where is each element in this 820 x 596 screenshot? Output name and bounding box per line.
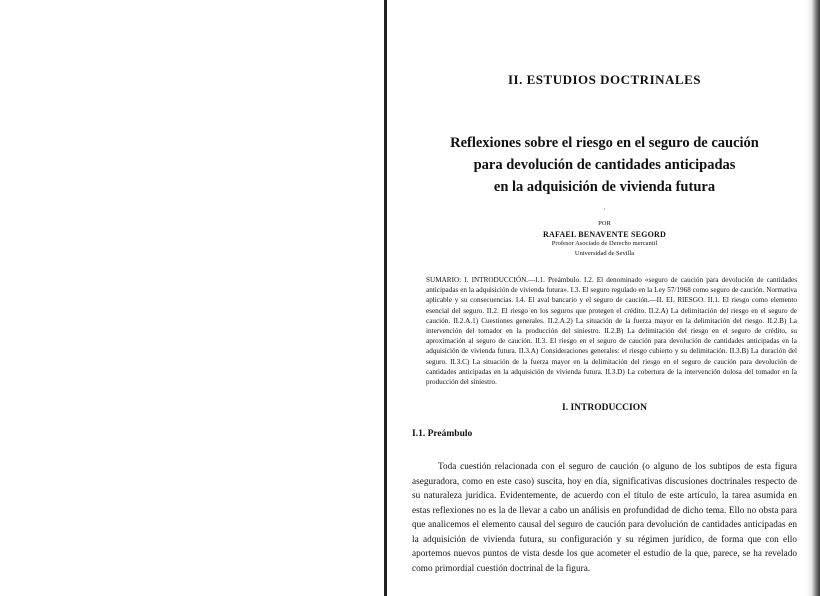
body-paragraph: Toda cuestión relacionada con el seguro de caución (o alguno de los subtipos de esta figura aseguradora, como en este caso) suscita, hoy en día, significativas discusiones doctrinales respecto de su naturaleza jurídica. Evidentemente, de acuerdo con el título de este artículo, la tarea asumida en estas reflexiones no es la de llevar a cabo un análisis en profundidad de dicho tema. Ello no obsta para que analicemos el elemento causal del seguro de caución para devolución de cantidades anticipadas en la adquisición de vivienda futura, su configuración y su régimen jurídico, de forma que con ello aportemos nuevos puntos de vista desde los que acometer el estudio de la que, parece, se ha revelado como primordial cuestión doctrinal de la figura. [412,461,797,573]
blank-left-page [0,0,386,596]
author-position: Profesor Asociado de Derecho mercantil [551,240,658,247]
article-title-line: en la adquisición de vivienda futura [493,179,716,195]
summary-block [412,275,797,387]
summary-text: I. INTRODUCCIÓN.—I.1. Preámbulo. I.2. El denominado «seguro de caución para devolución de cantidades anticipadas en la adquisición de vivienda futura». I.3. El seguro regulado en la Ley 57/1968 como seguro de caución. Normativa aplicable y su consecuencias. I.4. El aval bancario y el seguro de caución.—II. EL RIESGO. II.1. El riesgo como elemento esencial del seguro. II.2. El riesgo en los seguros que protegen el crédito. II.2.A) La delimitación del riesgo en el seguro de caución. II.2.A.1) Cuestiones generales. II.2.A.2) La situación de la fuerza mayor en la delimitación del riesgo. II.2.B) La intervención del tomador en la producción del siniestro. II.2.B) La delimitación del riesgo en el seguro de crédito, su aproximación al seguro de caución. II.3. El riesgo en el seguro de caución para devolución de cantidades anticipadas en la adquisición de vivienda futura. II.3.A) Consideraciones generales: el riesgo cubierto y su delimitación. II.3.B) La duración del seguro. II.3.C) La situación de la fuerza mayor en la delimitación del riesgo en el seguro de caución para devolución de cantidades anticipadas en la adquisición de vivienda futura. II.3.D) La cobertura de la intervención dolosa del tomador en la producción del siniestro. [426,276,797,387]
section-heading: II. ESTUDIOS DOCTRINALES [508,72,701,87]
article-title-line: para devolución de cantidades anticipadas [473,157,736,173]
summary-label: SUMARIO: [426,276,462,284]
intro-heading: I. INTRODUCCION [562,403,647,414]
author-name: RAFAEL BENAVENTE SEGORD [543,230,666,239]
author-university: Universidad de Sevilla [574,250,635,257]
page-edge-shadow [806,0,820,596]
byline-por: POR [598,220,611,227]
preambulo-subheading: I.1. Preámbulo [412,429,473,440]
separator-dot: · [603,205,606,214]
article-title [412,132,797,198]
article-title-line: Reflexiones sobre el riesgo en el seguro de caución [450,135,759,151]
document-page [412,60,797,575]
book-spine-shadow [384,0,387,596]
